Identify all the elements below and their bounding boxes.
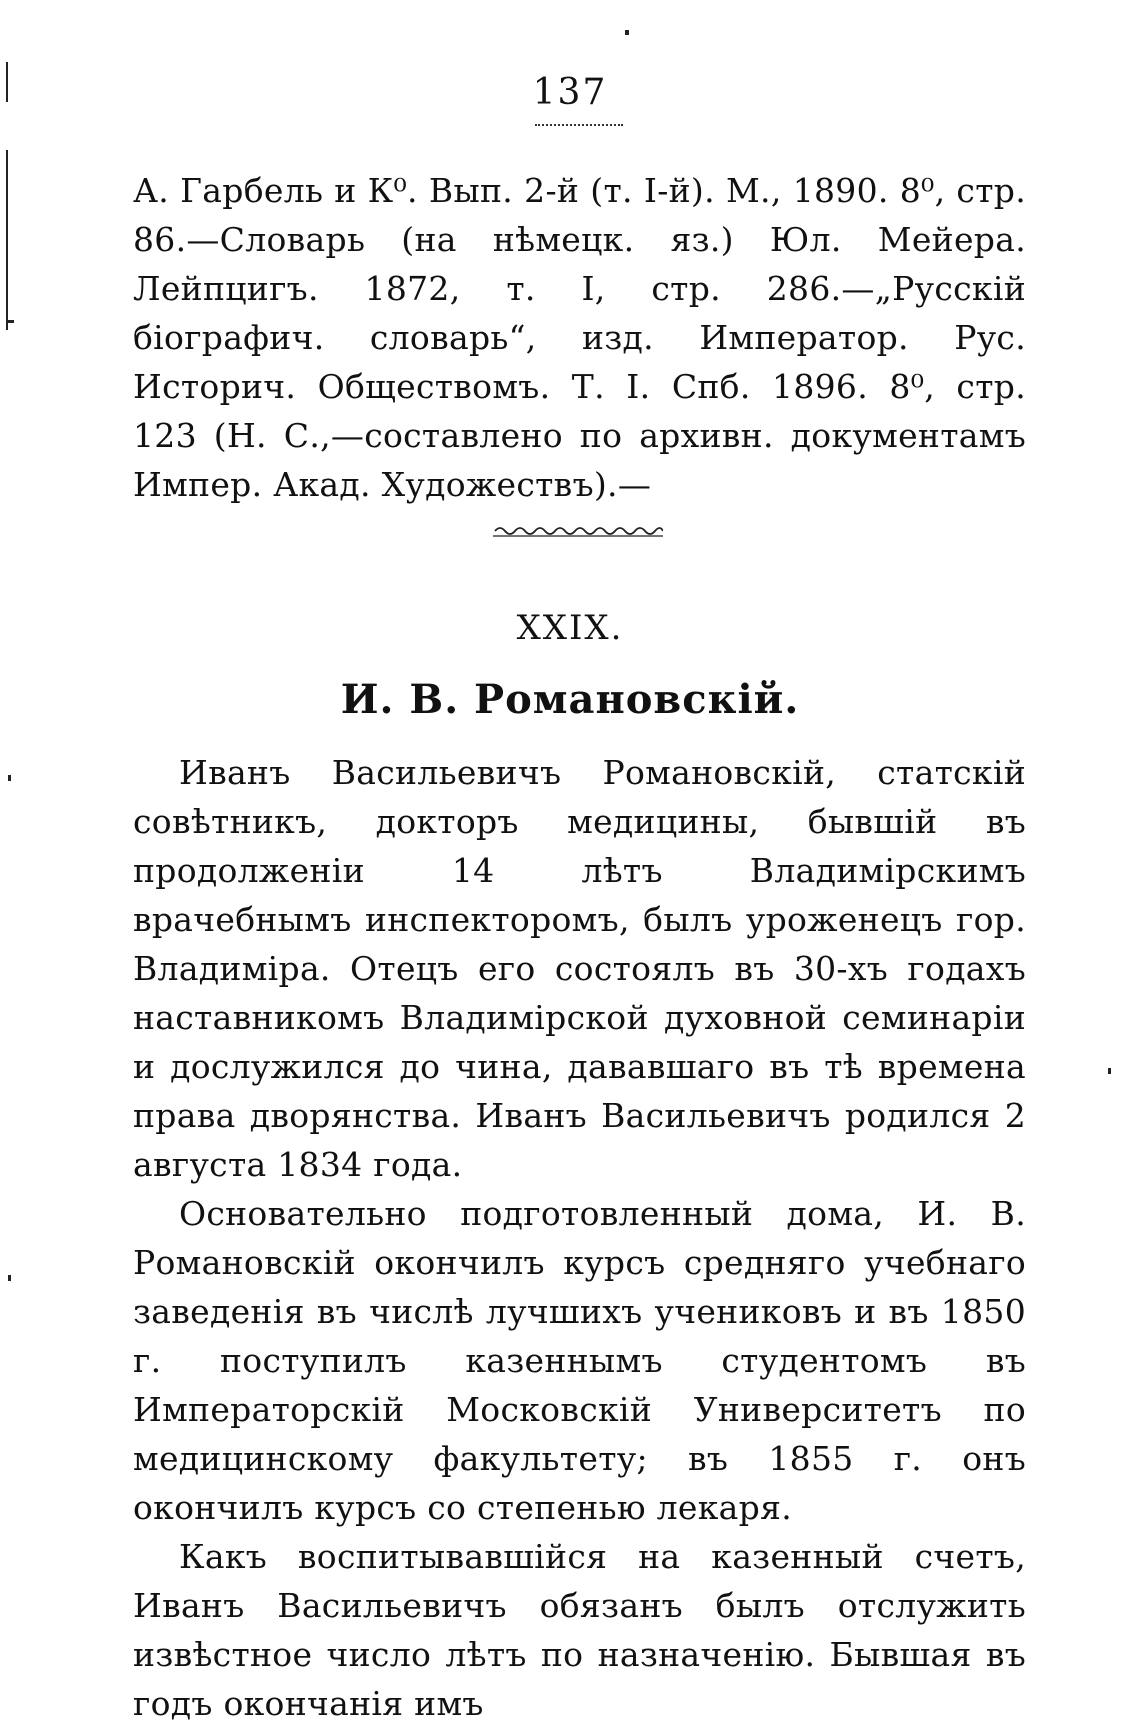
scan-speck	[8, 775, 11, 781]
article-body	[133, 748, 1026, 1728]
paragraph: Основательно подготовленный дома, И. В. Романовскій окончилъ курсъ средняго учебнаго заведенія въ числѣ лучшихъ учениковъ и въ 1850 г. поступилъ казеннымъ студентомъ въ Императорскій Московскій Университетъ по медицинскому факультету; въ 1855 г. онъ окончилъ курсъ со степенью лекаря.	[133, 1194, 1026, 1527]
scan-speck	[625, 30, 629, 35]
section-number: XXIX.	[516, 608, 624, 648]
paragraph: Какъ воспитывавшійся на казенный счетъ, Иванъ Васильевичъ обязанъ былъ отслужить извѣстное число лѣтъ по назначенію. Бывшая въ годъ окончанія имъ	[133, 1537, 1026, 1723]
bibliography-continuation	[133, 166, 1026, 509]
section-divider-ornament	[493, 524, 663, 538]
scan-speck	[1108, 1068, 1111, 1074]
paragraph: Иванъ Васильевичъ Романовскій, статскій совѣтникъ, докторъ медицины, бывшій въ продолженіи 14 лѣтъ Владимірскимъ врачебнымъ инспекторомъ, былъ уроженецъ гор. Владиміра. Отецъ его состоялъ въ 30-хъ годахъ наставникомъ Владимірской духовной семинаріи и дослужился до чина, дававшаго въ тѣ времена права дворянства. Иванъ Васильевичъ родился 2 августа 1834 года.	[133, 753, 1026, 1184]
scan-speck	[6, 62, 8, 102]
page-number: 137	[532, 72, 608, 113]
scan-speck	[8, 1275, 11, 1281]
page-number-underline	[535, 124, 623, 126]
bibliography-text: А. Гарбель и К⁰. Вып. 2-й (т. I-й). М., 1890. 8⁰, стр. 86.—Словарь (на нѣмецк. яз.) Юл. Мейера. Лейпцигъ. 1872, т. I, стр. 286.—„Русскій біографич. словарь“, изд. Император. Рус. Историч. Обществомъ. Т. I. Спб. 1896. 8⁰, стр. 123 (Н. С.,—составлено по архивн. документамъ Импер. Акад. Художествъ).—	[133, 171, 1026, 504]
scan-speck	[6, 150, 8, 330]
scan-speck	[6, 320, 14, 323]
section-title: И. В. Романовскій.	[340, 676, 800, 723]
